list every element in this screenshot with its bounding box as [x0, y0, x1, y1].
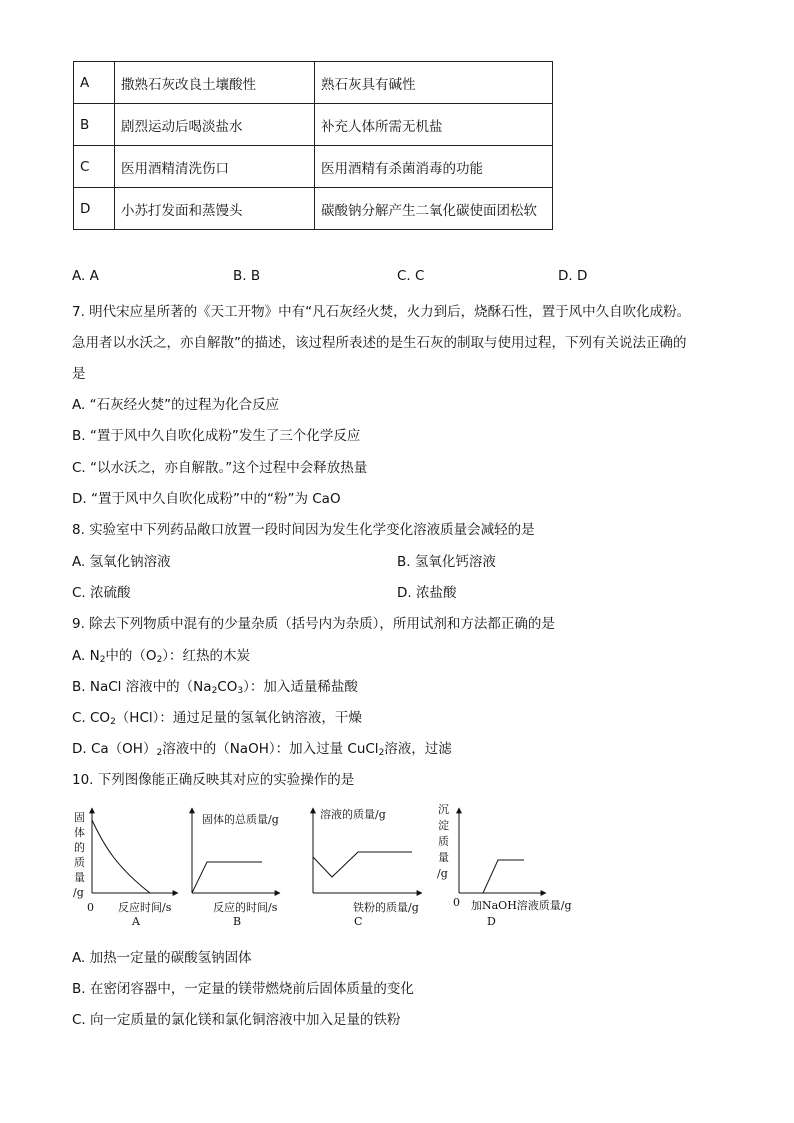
- q8-option-d: D. 浓盐酸: [397, 585, 457, 601]
- graph-d-ylabel-5: /g: [437, 867, 448, 880]
- q6-options-table: [73, 61, 553, 230]
- row-letter: B: [74, 104, 115, 146]
- graph-c-letter: C: [354, 915, 363, 928]
- formula-text: 中的（O: [105, 648, 157, 664]
- row-action: 撒熟石灰改良土壤酸性: [115, 62, 315, 104]
- q9-option-d: [72, 737, 452, 758]
- q7-option-c: C. “以水沃之，亦自解散。”这个过程中会释放热量: [72, 460, 368, 476]
- formula-text: B. NaCl 溶液中的（Na: [72, 679, 212, 695]
- q7-stem-line-3: 是: [72, 366, 86, 382]
- graph-a-ylabel-4: 质: [74, 856, 85, 869]
- q8-option-b: B. 氢氧化钙溶液: [397, 554, 496, 570]
- q9-option-a: [72, 644, 250, 665]
- row-reason: 熟石灰具有碱性: [315, 62, 553, 104]
- q9-option-b: [72, 675, 358, 696]
- row-action: 剧烈运动后喝淡盐水: [115, 104, 315, 146]
- row-reason: 补充人体所需无机盐: [315, 104, 553, 146]
- graph-a-ylabel-6: /g: [73, 886, 84, 899]
- q8-option-c: C. 浓硫酸: [72, 585, 131, 601]
- graph-a-curve: [92, 820, 150, 893]
- formula-text: 溶液中的（NaOH）：加入过量 CuCl: [162, 741, 379, 757]
- option-text: 溶液，过滤: [384, 741, 452, 757]
- graph-b-letter: B: [233, 915, 242, 928]
- graph-a-ylabel-2: 体: [74, 826, 85, 839]
- graph-b-line: [192, 862, 262, 893]
- graph-c-line: [313, 852, 412, 877]
- row-letter: A: [74, 62, 115, 104]
- q6-choice-b: B. B: [233, 268, 261, 284]
- graph-c: [313, 807, 422, 928]
- graph-d-xlabel: 加NaOH溶液质量/g: [471, 899, 572, 912]
- table-row: [74, 146, 553, 188]
- q7-option-d: D. “置于风中久自吹化成粉”中的“粉”为 CaO: [72, 491, 341, 507]
- q7-stem-line-2: 急用者以水沃之，亦自解散”的描述，该过程所表述的是生石灰的制取与使用过程，下列有关说法正确的: [72, 335, 687, 351]
- graph-a-origin: 0: [87, 901, 94, 914]
- formula-text: C. CO: [72, 710, 111, 726]
- q9-option-c: [72, 706, 362, 727]
- graph-b: [192, 808, 280, 928]
- graph-d-origin: 0: [453, 896, 460, 909]
- graph-a: [73, 808, 178, 928]
- graph-c-xlabel: 铁粉的质量/g: [353, 901, 419, 914]
- table-row: [74, 104, 553, 146]
- graph-d: [437, 803, 572, 928]
- subscript: 2: [99, 655, 106, 665]
- q6-choice-d: D. D: [558, 268, 588, 284]
- subscript: 2: [110, 717, 116, 727]
- subscript: 2: [156, 655, 163, 665]
- q10-stem: 10. 下列图像能正确反映其对应的实验操作的是: [72, 772, 355, 788]
- graph-d-ylabel-3: 质: [438, 835, 449, 848]
- q10-option-c: C. 向一定质量的氯化镁和氯化铜溶液中加入足量的铁粉: [72, 1012, 401, 1028]
- q7-stem-line-1: 7. 明代宋应星所著的《天工开物》中有“凡石灰经火焚，火力到后，烧酥石性，置于风中久自吹化成粉。: [72, 304, 691, 320]
- graph-d-ylabel-2: 淀: [438, 819, 449, 832]
- q6-choice-c: C. C: [397, 268, 425, 284]
- formula-text: CO: [217, 679, 238, 695]
- option-text: ）：加入适量稀盐酸: [243, 679, 358, 695]
- q7-option-b: B. “置于风中久自吹化成粉”发生了三个化学反应: [72, 428, 361, 444]
- q10-option-a: A. 加热一定量的碳酸氢钠固体: [72, 950, 252, 966]
- q6-choice-a: A. A: [72, 268, 99, 284]
- graph-a-xlabel: 反应时间/s: [118, 901, 172, 914]
- q8-option-a: A. 氢氧化钠溶液: [72, 554, 171, 570]
- row-letter: C: [74, 146, 115, 188]
- row-action: 小苏打发面和蒸馒头: [115, 188, 315, 230]
- graph-b-xlabel: 反应的时间/s: [213, 901, 278, 914]
- row-letter: D: [74, 188, 115, 230]
- graph-c-ylabel: 溶液的质量/g: [320, 808, 386, 821]
- table-row: [74, 188, 553, 230]
- graph-b-ylabel: 固体的总质量/g: [202, 813, 279, 826]
- q10-option-b: B. 在密闭容器中，一定量的镁带燃烧前后固体质量的变化: [72, 981, 414, 997]
- graph-d-line: [459, 860, 524, 893]
- q9-stem: 9. 除去下列物质中混有的少量杂质（括号内为杂质），所用试剂和方法都正确的是: [72, 616, 555, 632]
- option-text: ）：红热的木炭: [162, 648, 251, 664]
- subscript: 2: [211, 686, 218, 696]
- subscript: 2: [378, 748, 385, 758]
- graph-d-ylabel-4: 量: [438, 851, 449, 864]
- q8-stem: 8. 实验室中下列药品敞口放置一段时间因为发生化学变化溶液质量会减轻的是: [72, 522, 535, 538]
- formula-text: D. Ca（OH）: [72, 741, 157, 757]
- row-reason: 碳酸钠分解产生二氧化碳使面团松软: [315, 188, 553, 230]
- graph-a-ylabel-5: 量: [74, 871, 85, 884]
- row-action: 医用酒精清洗伤口: [115, 146, 315, 188]
- subscript: 3: [237, 686, 244, 696]
- graph-a-ylabel-3: 的: [74, 841, 85, 854]
- graph-a-letter: A: [132, 915, 140, 928]
- table-row: [74, 62, 553, 104]
- row-reason: 医用酒精有杀菌消毒的功能: [315, 146, 553, 188]
- graph-d-ylabel-1: 沉: [438, 803, 449, 816]
- option-text: （HCl）：通过足量的氢氧化钠溶液，干燥: [115, 710, 362, 726]
- subscript: 2: [156, 748, 163, 758]
- formula-text: A. N: [72, 648, 100, 664]
- q7-option-a: A. “石灰经火焚”的过程为化合反应: [72, 397, 280, 413]
- graph-d-letter: D: [487, 915, 496, 928]
- graph-a-ylabel-1: 固: [74, 811, 85, 824]
